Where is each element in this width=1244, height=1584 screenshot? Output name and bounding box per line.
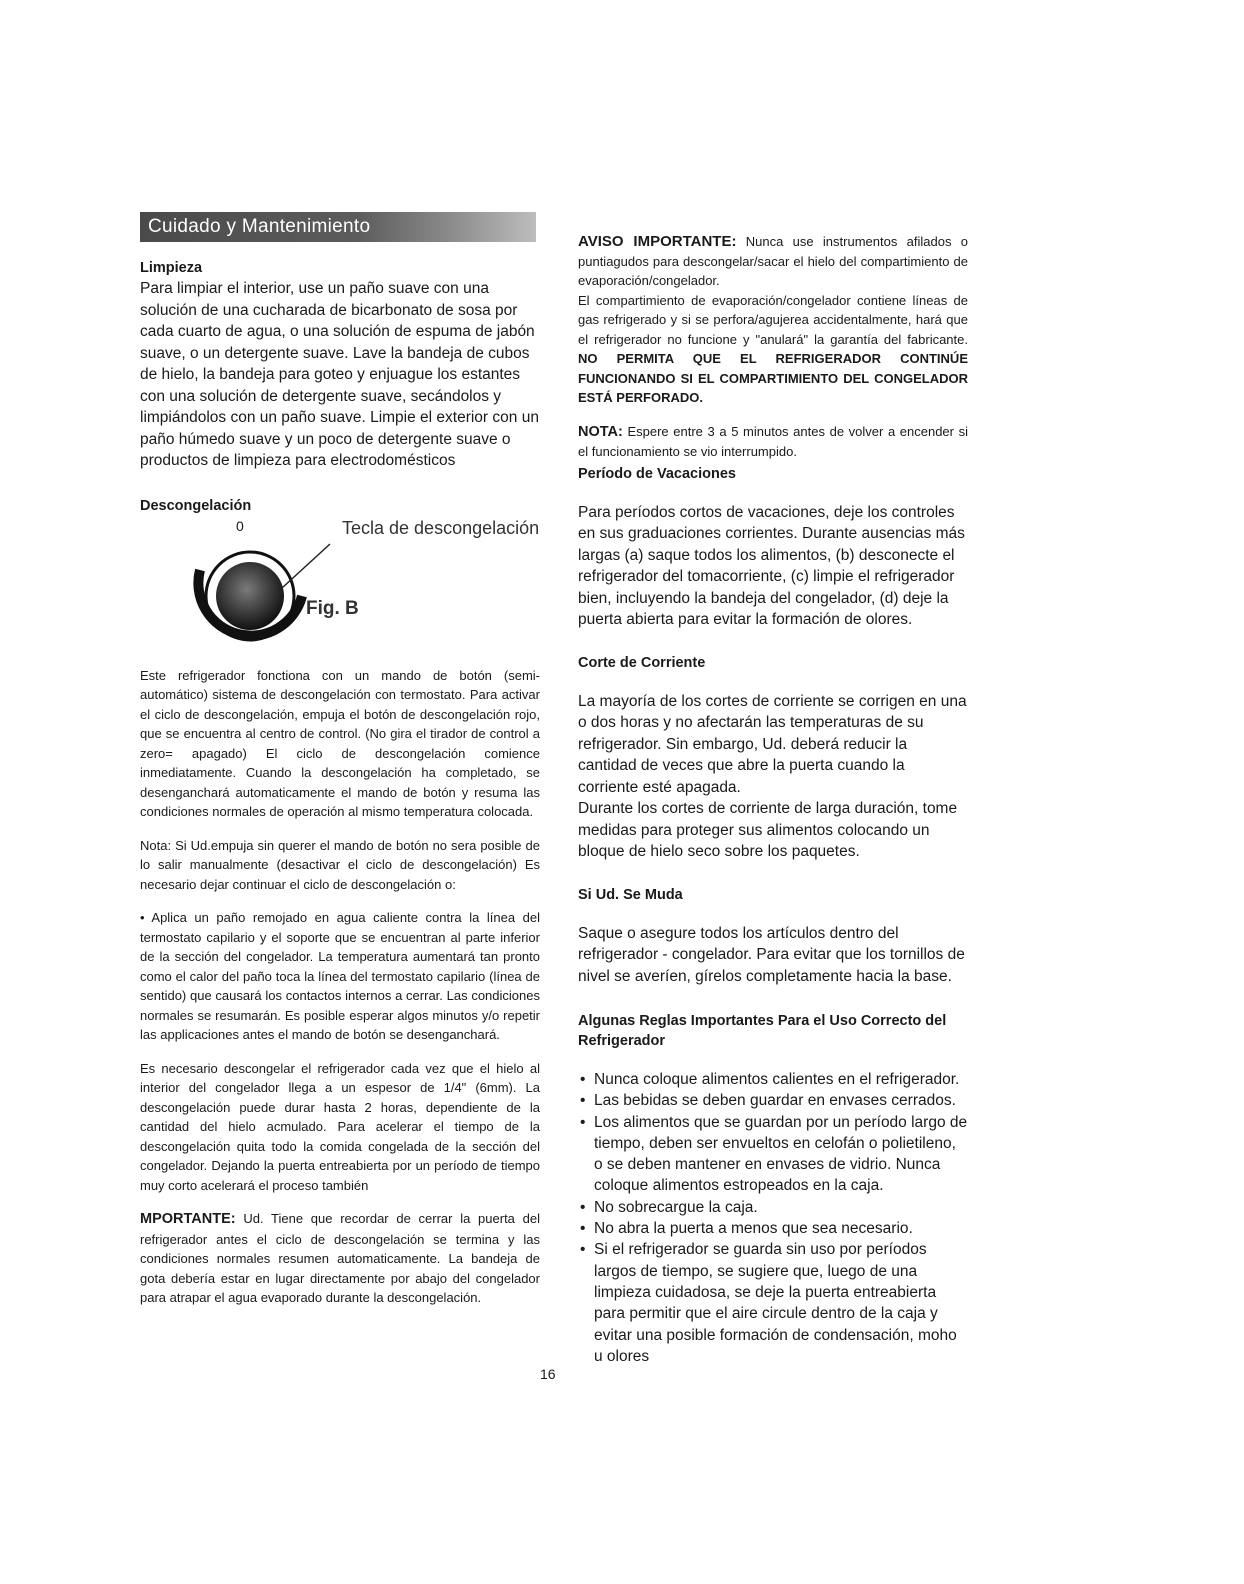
importante-paragraph: [140, 1209, 540, 1308]
defrost-paragraph-1: Este refrigerador fonctiona con un mando de botón (semi-automático) sistema de descongelación con termostato. Para activar el ciclo de descongelación, empuja el botón de descongelación rojo, que se encuentra al centro de control. (No gira el tirador de control a zero= apagado) El ciclo de descongelación comience inmediatamente. Cuando la descongelación ha completado, se desenganchará automaticamente el mando de botón y resuma las condiciones normales de operación al mismo temperatura colocada.: [140, 667, 540, 819]
list-item: • Nunca coloque alimentos calientes en el refrigerador.: [594, 1069, 968, 1090]
vacaciones-heading: Período de Vacaciones: [578, 465, 736, 482]
defrost-figure: [140, 518, 540, 666]
nota-text: Espere entre 3 a 5 minutos antes de volver a encender si el funcionamiento se vio interrumpido.: [578, 423, 968, 459]
reglas-heading: Algunas Reglas Importantes Para el Uso Correcto del Refrigerador: [578, 1013, 947, 1049]
nota-paragraph: [578, 422, 968, 462]
corte-heading: Corte de Corriente: [578, 654, 706, 671]
list-item: • Si el refrigerador se guarda sin uso por períodos largos de tiempo, se sugiere que, luego de una limpieza cuidadosa, se deje la puerta entreabierta para permitir que el aire circule dentro de la caja y evitar una posible formación de condensación, moho u olores: [594, 1239, 968, 1367]
aviso-paragraph-2: [578, 291, 968, 408]
dial-zero-mark: 0: [236, 517, 244, 534]
corte-text-1: La mayoría de los cortes de corriente se corrigen en una o dos horas y no afectarán las temperaturas de su refrigerador. Sin embargo, Ud. deberá reducir la cantidad de veces que abre la puerta cuando la corriente esté apagada.: [578, 692, 967, 796]
defrost-key-label: Tecla de descongelación: [342, 517, 540, 538]
page-number: 16: [540, 1366, 556, 1382]
aviso-caps: NO PERMITA QUE EL REFRIGERADOR CONTINÚE FUNCIONANDO SI EL COMPARTIMIENTO DEL CONGELADOR ESTÁ PERFORADO.: [578, 351, 968, 405]
aviso-label: AVISO IMPORTANTE:: [578, 233, 737, 250]
reglas-list: [578, 1069, 968, 1367]
list-item: • Las bebidas se deben guardar en envases cerrados.: [594, 1090, 968, 1111]
section-banner: Cuidado y Mantenimiento: [140, 212, 536, 242]
left-column: [140, 258, 540, 1308]
corte-text-2: Durante los cortes de corriente de larga duración, tome medidas para proteger sus alimentos colocando un bloque de hielo seco sobre los paquetes.: [578, 800, 958, 860]
vacaciones-text: Para períodos cortos de vacaciones, deje los controles en sus graduaciones corrientes. Durante ausencias más largas (a) saque todos los alimentos, (b) desconecte el refrigerador del tomacorriente, (c) limpie el refrigerador bien, incluyendo la bandeja del congelador, (d) deje la puerta abierta para evitar la formación de olores.: [578, 503, 965, 628]
aviso-text: Nunca use instrumentos afilados o puntiagudos para descongelar/sacar el hielo del compartimiento de evaporación/congelador.: [578, 234, 968, 288]
muda-text: Saque o asegure todos los artículos dentro del refrigerador - congelador. Para evitar que los tornillos de nivel se averíen, gírelos completamente hacia la base.: [578, 924, 965, 985]
aviso-paragraph: [578, 232, 968, 291]
limpieza-heading: Limpieza: [140, 260, 203, 276]
importante-label: MPORTANTE:: [140, 1211, 236, 1227]
defrost-note: Nota: Si Ud.empuja sin querer el mando de botón no sera posible de lo salir manualmente (desactivar el ciclo de descongelación) Es necesario dejar continuar el ciclo de descongelación o:: [140, 837, 540, 892]
figure-caption: Fig. B: [306, 597, 359, 619]
defrost-dial-icon: [140, 518, 540, 666]
nota-label: NOTA:: [578, 423, 623, 440]
aviso-text-2: El compartimiento de evaporación/congelador contiene líneas de gas refrigerado y si se perfora/agujerea accidentalmente, hará que el refrigerador no funcione y "anulará" la garantía del fabricante.: [578, 292, 968, 347]
defrost-bullet: • Aplica un paño remojado en agua caliente contra la línea del termostato capilario y el soporte que se encuentran al parte inferior de la sección del congelador. La temperatura aumentará tan pronto como el calor del paño toca la línea del termostato capilario (línea de sentido) que causará los contactos internos a cerrar. Las condiciones normales se resumarán. Es posible esperar algos minutos y/o repetir las applicaciones antes el mando de botón se desenganchará.: [140, 910, 540, 1042]
right-column: [578, 232, 968, 1367]
importante-text: Ud. Tiene que recordar de cerrar la puerta del refrigerador antes el ciclo de descongelación se termina y las condiciones normales resumen automaticamente. La bandeja de gota debería estar en lugar directamente por abajo del congelador para atrapar el agua evaporado durante la descongelación.: [140, 1211, 540, 1305]
limpieza-text: Para limpiar el interior, use un paño suave con una solución de una cucharada de bicarbonato de sosa por cada cuarto de agua, o una solución de espuma de jabón suave, o un detergente suave. Lave la bandeja de cubos de hielo, la bandeja para goteo y enjuague los estantes con una solución de detergente suave, secándolos y limpiándolos con un paño suave. Limpie el exterior con un paño húmedo suave y un poco de detergente suave o productos de limpieza para electrodomésticos: [140, 280, 539, 469]
descongelacion-heading: Descongelación: [140, 497, 252, 514]
list-item: • No abra la puerta a menos que sea necesario.: [594, 1218, 968, 1239]
muda-heading: Si Ud. Se Muda: [578, 886, 683, 903]
list-item: • No sobrecargue la caja.: [594, 1197, 968, 1218]
list-item: • Los alimentos que se guardan por un período largo de tiempo, deben ser envueltos en celofán o polietileno, o se deben mantener en envases de vidrio. Nunca coloque alimentos estropeados en la caja.: [594, 1112, 968, 1197]
defrost-paragraph-4: Es necesario descongelar el refrigerador cada vez que el hielo al interior del congelador llega a un espesor de 1/4" (6mm). La descongelación puede durar hasta 2 horas, dependiente de la cantidad del hielo acmulado. Para acelerar el tiempo de la descongelación quita todo la comida congelada de la sección del congelador. Dejando la puerta entreabierta por un período de tiempo muy corto acelerará el proceso también: [140, 1060, 540, 1193]
